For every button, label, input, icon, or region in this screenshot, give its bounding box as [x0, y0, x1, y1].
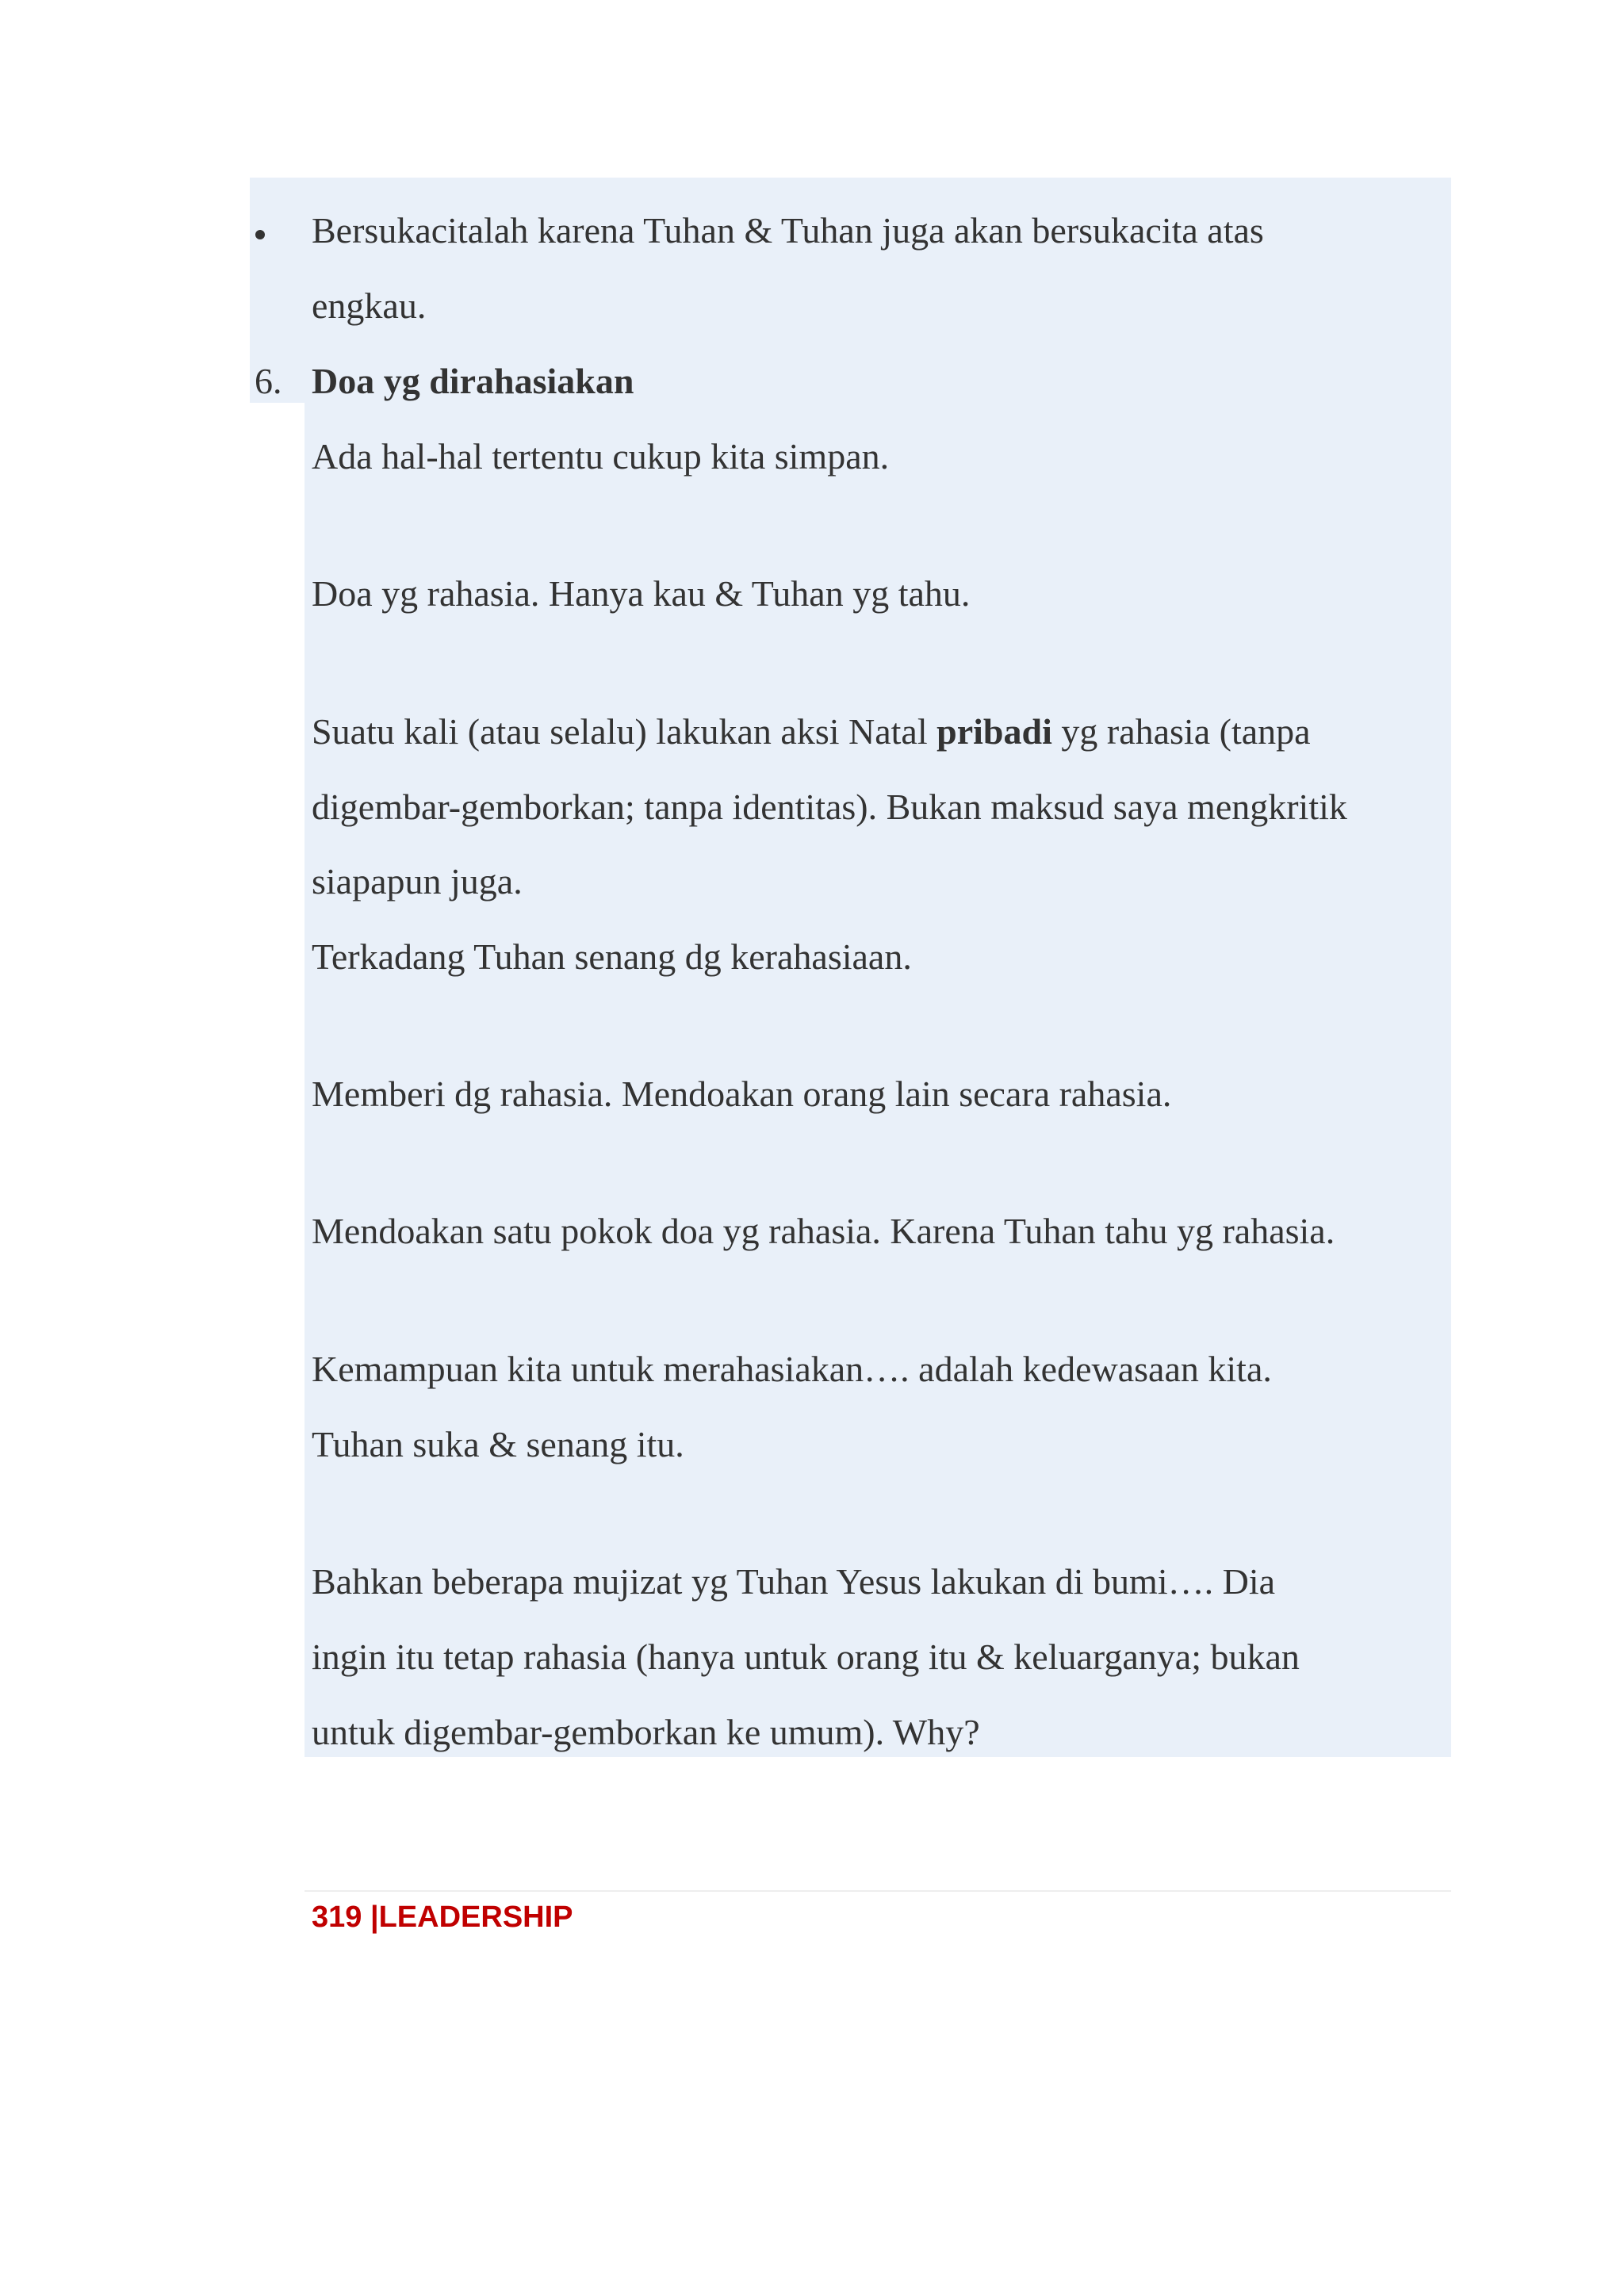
emphasis-pribadi: pribadi: [936, 711, 1052, 752]
paragraph-8-line3: untuk digembar-gemborkan ke umum). Why?: [312, 1712, 980, 1752]
paragraph-3-line3: siapapun juga.: [312, 861, 523, 902]
paragraph-8-line1: Bahkan beberapa mujizat yg Tuhan Yesus lakukan di bumi…. Dia: [312, 1561, 1276, 1602]
paragraph-8-line2: ingin itu tetap rahasia (hanya untuk orang itu & keluarganya; bukan: [312, 1636, 1300, 1677]
page-footer: 319 |LEADERSHIP: [312, 1901, 573, 1934]
paragraph-6: Mendoakan satu pokok doa yg rahasia. Karena Tuhan tahu yg rahasia.: [312, 1211, 1335, 1251]
bullet-text-line1: Bersukacitalah karena Tuhan & Tuhan juga akan bersukacita atas: [312, 210, 1264, 251]
bullet-icon: [255, 230, 265, 239]
paragraph-7-line2: Tuhan suka & senang itu.: [312, 1424, 684, 1464]
paragraph-5: Memberi dg rahasia. Mendoakan orang lain secara rahasia.: [312, 1074, 1172, 1114]
item-number: 6.: [255, 361, 282, 401]
paragraph-7-line1: Kemampuan kita untuk merahasiakan…. adalah kedewasaan kita.: [312, 1349, 1272, 1389]
paragraph-2: Doa yg rahasia. Hanya kau & Tuhan yg tahu.: [312, 573, 971, 614]
footer-divider: [304, 1890, 1451, 1892]
paragraph-4: Terkadang Tuhan senang dg kerahasiaan.: [312, 936, 912, 977]
item-title: Doa yg dirahasiakan: [312, 361, 634, 401]
paragraph-1: Ada hal-hal tertentu cukup kita simpan.: [312, 436, 890, 477]
paragraph-3-line2: digembar-gemborkan; tanpa identitas). Bukan maksud saya mengkritik: [312, 787, 1347, 827]
bullet-text-line2: engkau.: [312, 285, 427, 326]
paragraph-3-line1: Suatu kali (atau selalu) lakukan aksi Natal pribadi yg rahasia (tanpa: [312, 711, 1311, 752]
